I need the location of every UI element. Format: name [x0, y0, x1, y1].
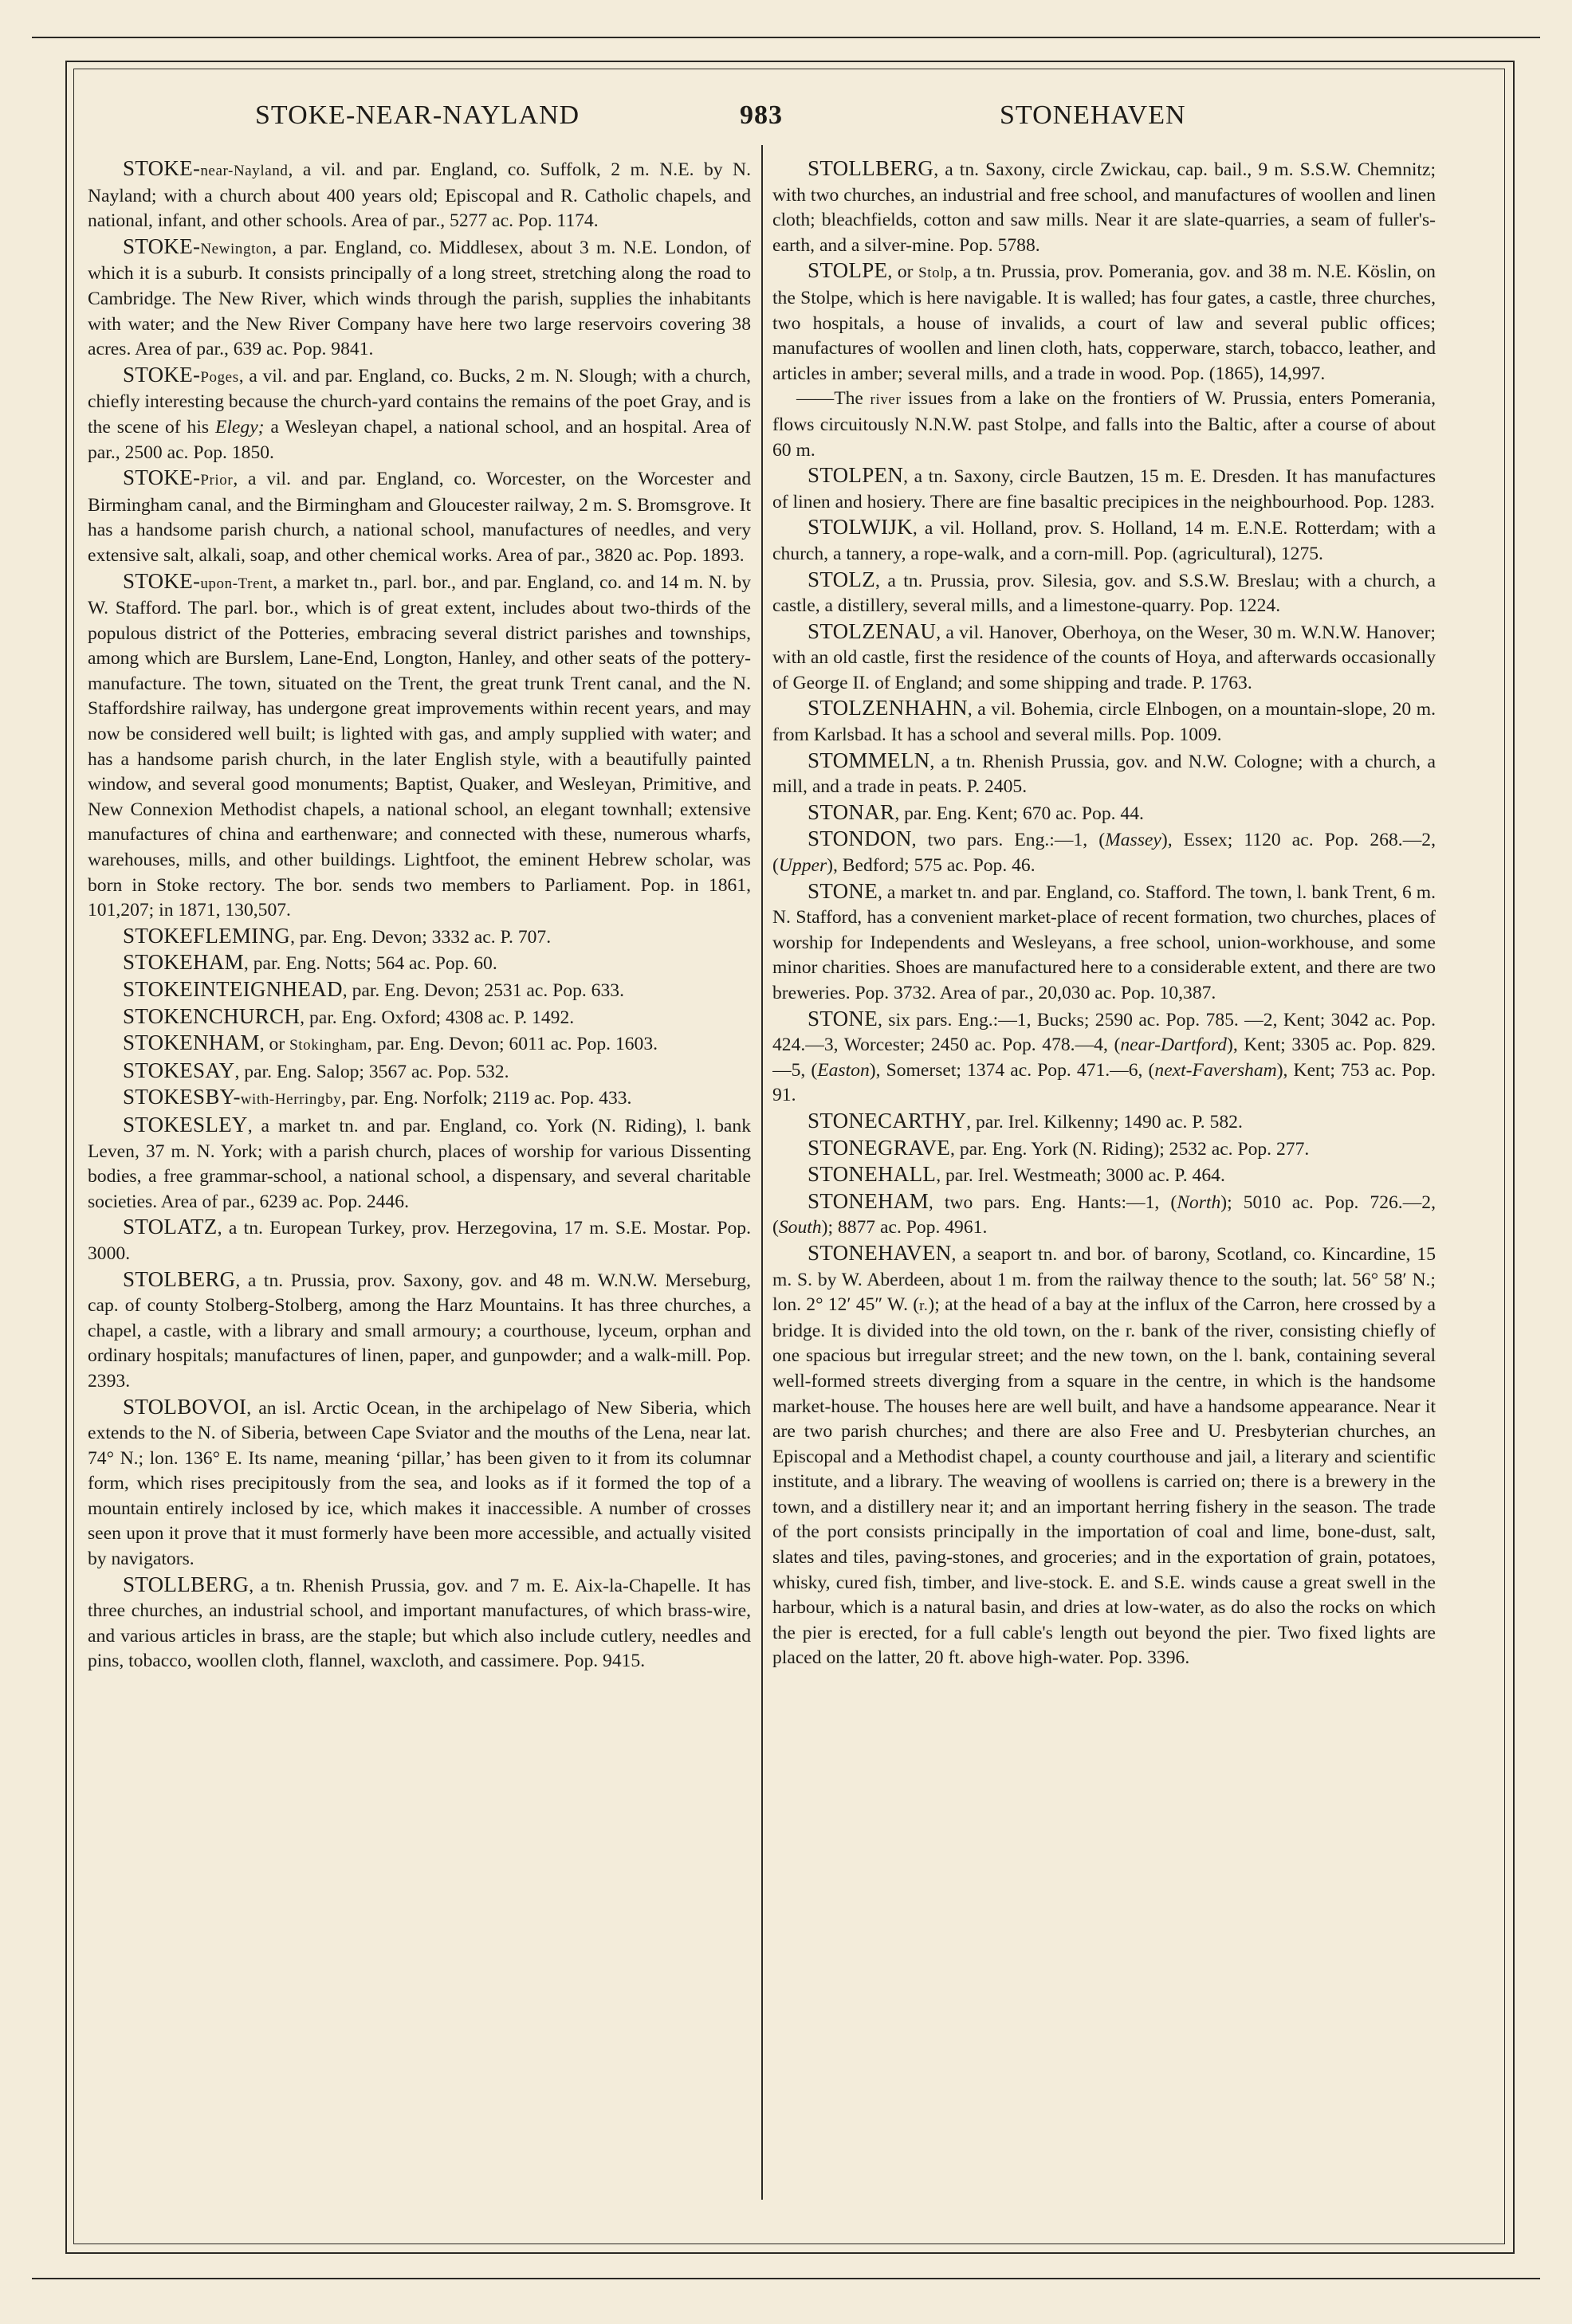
entry: STONEHAM, two pars. Eng. Hants:—1, (North); 5010 ac. Pop. 726.—2, (South); 8877 ac. Pop. 4961.	[772, 1188, 1436, 1239]
left-column	[88, 156, 751, 2204]
entry: STONECARTHY, par. Irel. Kilkenny; 1490 ac. P. 582.	[808, 1108, 1243, 1133]
page-number: 983	[740, 100, 783, 130]
entry: STOKEHAM, par. Eng. Notts; 564 ac. Pop. 60.	[123, 950, 497, 975]
bottom-rule	[32, 2278, 1540, 2279]
entry: STONE, six pars. Eng.:—1, Bucks; 2590 ac. Pop. 785. —2, Kent; 3042 ac. Pop. 424.—3, Worcester; 2450 ac. Pop. 478.—4, (near-Dartford), Kent; 3305 ac. Pop. 829. —5, (Easton), Somerset; 1374 ac. Pop. 471.—6, (next-Faversham), Kent; 753 ac. Pop. 91.	[772, 1006, 1436, 1106]
entry: STOMMELN, a tn. Rhenish Prussia, gov. and N.W. Cologne; with a church, a mill, and a trade in peats. P. 2405.	[772, 748, 1436, 798]
entry: STOLZENHAHN, a vil. Bohemia, circle Elnbogen, on a mountain-slope, 20 m. from Karlsbad. It has a school and several mills. Pop. 1009.	[772, 696, 1436, 746]
entry: STOKE-near-Nayland, a vil. and par. England, co. Suffolk, 2 m. N.E. by N. Nayland; with a church about 400 years old; Episcopal and R. Catholic chapels, and national, infant, and other schools. Area of par., 5277 ac. Pop. 1174.	[88, 156, 751, 232]
entry: STONEGRAVE, par. Eng. York (N. Riding); 2532 ac. Pop. 277.	[808, 1135, 1310, 1160]
entry: STOLPEN, a tn. Saxony, circle Bautzen, 15 m. E. Dresden. It has manufactures of linen and hosiery. There are fine basaltic precipices in the neighbourhood. Pop. 1283.	[772, 463, 1436, 512]
entry: STOKENHAM, or Stokingham, par. Eng. Devon; 6011 ac. Pop. 1603.	[123, 1030, 658, 1055]
column-divider	[761, 145, 763, 2200]
entry: STOLZENAU, a vil. Hanover, Oberhoya, on the Weser, 30 m. W.N.W. Hanover; with an old castle, first the residence of the counts of Hoya, and afterwards occasionally of George II. of England; and some shipping and trade. P. 1763.	[772, 618, 1436, 693]
entry: STOKESLEY, a market tn. and par. England, co. York (N. Riding), l. bank Leven, 37 m. N. York; with a parish church, places of worship for various Dissenting bodies, a free grammar-school, a national school, a dispensary, and several charitable societies. Area of par., 6239 ac. Pop. 2446.	[88, 1112, 751, 1212]
running-header	[80, 100, 1491, 148]
entry: STOKESBY-with-Herringby, par. Eng. Norfolk; 2119 ac. Pop. 433.	[123, 1085, 632, 1109]
entry: STOKE-Prior, a vil. and par. England, co. Worcester, on the Worcester and Birmingham canal, and the Birmingham and Gloucester railway, 2 m. S. Bromsgrove. It has a handsome parish church, a national school, manufactures of needles, and very extensive salt, alkali, soap, and other chemical works. Area of par., 3820 ac. Pop. 1893.	[88, 465, 751, 566]
entry: STONDON, two pars. Eng.:—1, (Massey), Essex; 1120 ac. Pop. 268.—2, (Upper), Bedford; 575 ac. Pop. 46.	[772, 826, 1436, 877]
entry: STOKE-Newington, a par. England, co. Middlesex, about 3 m. N.E. London, of which it is a suburb. It consists principally of a long street, stretching along the road to Cambridge. The New River, which winds through the parish, supplies the inhabitants with water; and the New River Company have here two large reservoirs covering 38 acres. Area of par., 639 ac. Pop. 9841.	[88, 234, 751, 360]
right-column	[772, 156, 1436, 2204]
entry: STONAR, par. Eng. Kent; 670 ac. Pop. 44.	[808, 799, 1144, 824]
entry: STOLBOVOI, an isl. Arctic Ocean, in the archipelago of New Siberia, which extends to the N. of Siberia, between Cape Sviator and the mouths of the Lena, near lat. 74° N.; lon. 136° E. Its name, meaning ‘pillar,’ has been given to it from its columnar form, which rises precipitously from the sea, and looks as if it formed the top of a mountain entirely inclosed by ice, which makes it inaccessible. A number of crosses seen upon it prove that it must formerly have been more accessible, and actually visited by navigators.	[88, 1394, 751, 1570]
entry: STOLATZ, a tn. European Turkey, prov. Herzegovina, 17 m. S.E. Mostar. Pop. 3000.	[88, 1215, 751, 1264]
entry: STOKENCHURCH, par. Eng. Oxford; 4308 ac. P. 1492.	[123, 1003, 575, 1028]
entry: STOLBERG, a tn. Prussia, prov. Saxony, gov. and 48 m. W.N.W. Merseburg, cap. of county Stolberg-Stolberg, among the Harz Mountains. It has three churches, a chapel, a castle, with a library and small armoury; a courthouse, lyceum, orphan and ordinary hospitals; manufactures of linen, paper, and gunpowder; and a walk-mill. Pop. 2393.	[88, 1266, 751, 1392]
entry: STONEHAVEN, a seaport tn. and bor. of barony, Scotland, co. Kincardine, 15 m. S. by W. Aberdeen, about 1 m. from the railway thence to the south; lat. 56° 58′ N.; lon. 2° 12′ 45″ W. (r.); at the head of a bay at the influx of the Carron, here crossed by a bridge. It is divided into the old town, on the r. bank of the river, consisting chiefly of one spacious but irregular street; and the new town, on the l. bank, containing several well-formed streets diverging from a square in the centre, in which is the handsome market-house. The houses here are well built, and have a handsome appearance. Near it are two parish churches; and there are also Free and U. Presbyterian churches, an Episcopal and a Methodist chapel, a county courthouse and jail, a literary and scientific institute, and a library. The weaving of woollens is carried on; there is a brewery in the town, and a distillery near it; and an important herring fishery in the season. The trade of the port consists principally in the importation of coal and lime, bone-dust, salt, slates and tiles, paving-stones, and groceries; and in the exportation of grain, potatoes, whisky, cured fish, timber, and live-stock. E. and S.E. winds cause a great swell in the harbour, which is a natural basin, and dries at low-water, as do also the rocks on which the pier is erected, for a full cable's length out beyond the pier. Two fixed lights are placed on the latter, 20 ft. above high-water. Pop. 3396.	[772, 1240, 1436, 1669]
entry: STOKESAY, par. Eng. Salop; 3567 ac. Pop. 532.	[123, 1058, 509, 1082]
entry: STONE, a market tn. and par. England, co. Stafford. The town, l. bank Trent, 6 m. N. Stafford, has a convenient market-place of recent formation, two churches, places of worship for Independents and Wesleyans, a free school, union-workhouse, and some minor charities. Shoes are manufactured here to a considerable extent, and there are two breweries. Pop. 3732. Area of par., 20,030 ac. Pop. 10,387.	[772, 878, 1436, 1003]
entry: STOLPE, or Stolp, a tn. Prussia, prov. Pomerania, gov. and 38 m. N.E. Köslin, on the Stolpe, which is here navigable. It is walled; has four gates, a castle, three churches, two hospitals, a house of invalids, a court of law and several public offices; manufactures of woollen and linen cloth, hats, copperware, starch, tobacco, leather, and articles in amber; several mills, and a trade in wood. Pop. (1865), 14,997.	[772, 258, 1436, 384]
entry: STOLWIJK, a vil. Holland, prov. S. Holland, 14 m. E.N.E. Rotterdam; with a church, a tannery, a rope-walk, and a corn-mill. Pop. (agricultural), 1275.	[772, 515, 1436, 564]
entry: STOLLBERG, a tn. Rhenish Prussia, gov. and 7 m. E. Aix-la-Chapelle. It has three churches, an industrial school, and important manufactures, of which brass-wire, and various articles in brass, are the staple; but which also include cutlery, needles and pins, tobacco, woollen cloth, flannel, waxcloth, and cassimere. Pop. 9415.	[88, 1572, 751, 1672]
entry: STOKEINTEIGNHEAD, par. Eng. Devon; 2531 ac. Pop. 633.	[123, 977, 624, 1001]
header-right-headword: STONEHAVEN	[1000, 100, 1186, 130]
header-left-headword: STOKE-NEAR-NAYLAND	[255, 100, 580, 130]
entry: STOLZ, a tn. Prussia, prov. Silesia, gov. and S.S.W. Breslau; with a church, a castle, a distillery, several mills, and a limestone-quarry. Pop. 1224.	[772, 567, 1436, 617]
entry-river: ——The river issues from a lake on the frontiers of W. Prussia, enters Pomerania, flows circuitously N.N.W. past Stolpe, and falls into the Baltic, after a course of about 60 m.	[772, 388, 1436, 461]
entry: STOKEFLEMING, par. Eng. Devon; 3332 ac. P. 707.	[123, 923, 552, 948]
entry: STOLLBERG, a tn. Saxony, circle Zwickau, cap. bail., 9 m. S.S.W. Chemnitz; with two churches, an industrial and free school, and manufactures of woollen and linen cloth; bleachfields, cotton and saw mills. Near it are slate-quarries, a seam of fuller's-earth, and a silver-mine. Pop. 5788.	[772, 156, 1436, 256]
entry: STONEHALL, par. Irel. Westmeath; 3000 ac. P. 464.	[808, 1162, 1225, 1187]
top-rule	[32, 37, 1540, 38]
entry: STOKE-upon-Trent, a market tn., parl. bor., and par. England, co. and 14 m. N. by W. Stafford. The parl. bor., which is of great extent, includes about two-thirds of the populous district of the Potteries, embracing several district parishes and townships, among which are Burslem, Lane-End, Longton, Hanley, and other seats of the pottery-manufacture. The town, situated on the Trent, the great trunk Trent canal, and the N. Staffordshire railway, has undergone great improvements within recent years, and may now be considered well built; is lighted with gas, and amply supplied with water; and has a handsome parish church, in the later English style, with a beautifully painted window, and several good monuments; Baptist, Quaker, and Wesleyan, Primitive, and New Connexion Methodist chapels, a national school, an elegant townhall; extensive manufactures of china and earthenware; and connected with these, numerous wharfs, warehouses, mills, and other buildings. Lightfoot, the eminent Hebrew scholar, was born in Stoke rectory. The bor. sends two members to Parliament. Pop. in 1861, 101,207; in 1871, 130,507.	[88, 568, 751, 921]
entry: STOKE-Poges, a vil. and par. England, co. Bucks, 2 m. N. Slough; with a church, chiefly interesting because the church-yard contains the remains of the poet Gray, and is the scene of his Elegy; a Wesleyan chapel, a national school, and an hospital. Area of par., 2500 ac. Pop. 1850.	[88, 362, 751, 463]
